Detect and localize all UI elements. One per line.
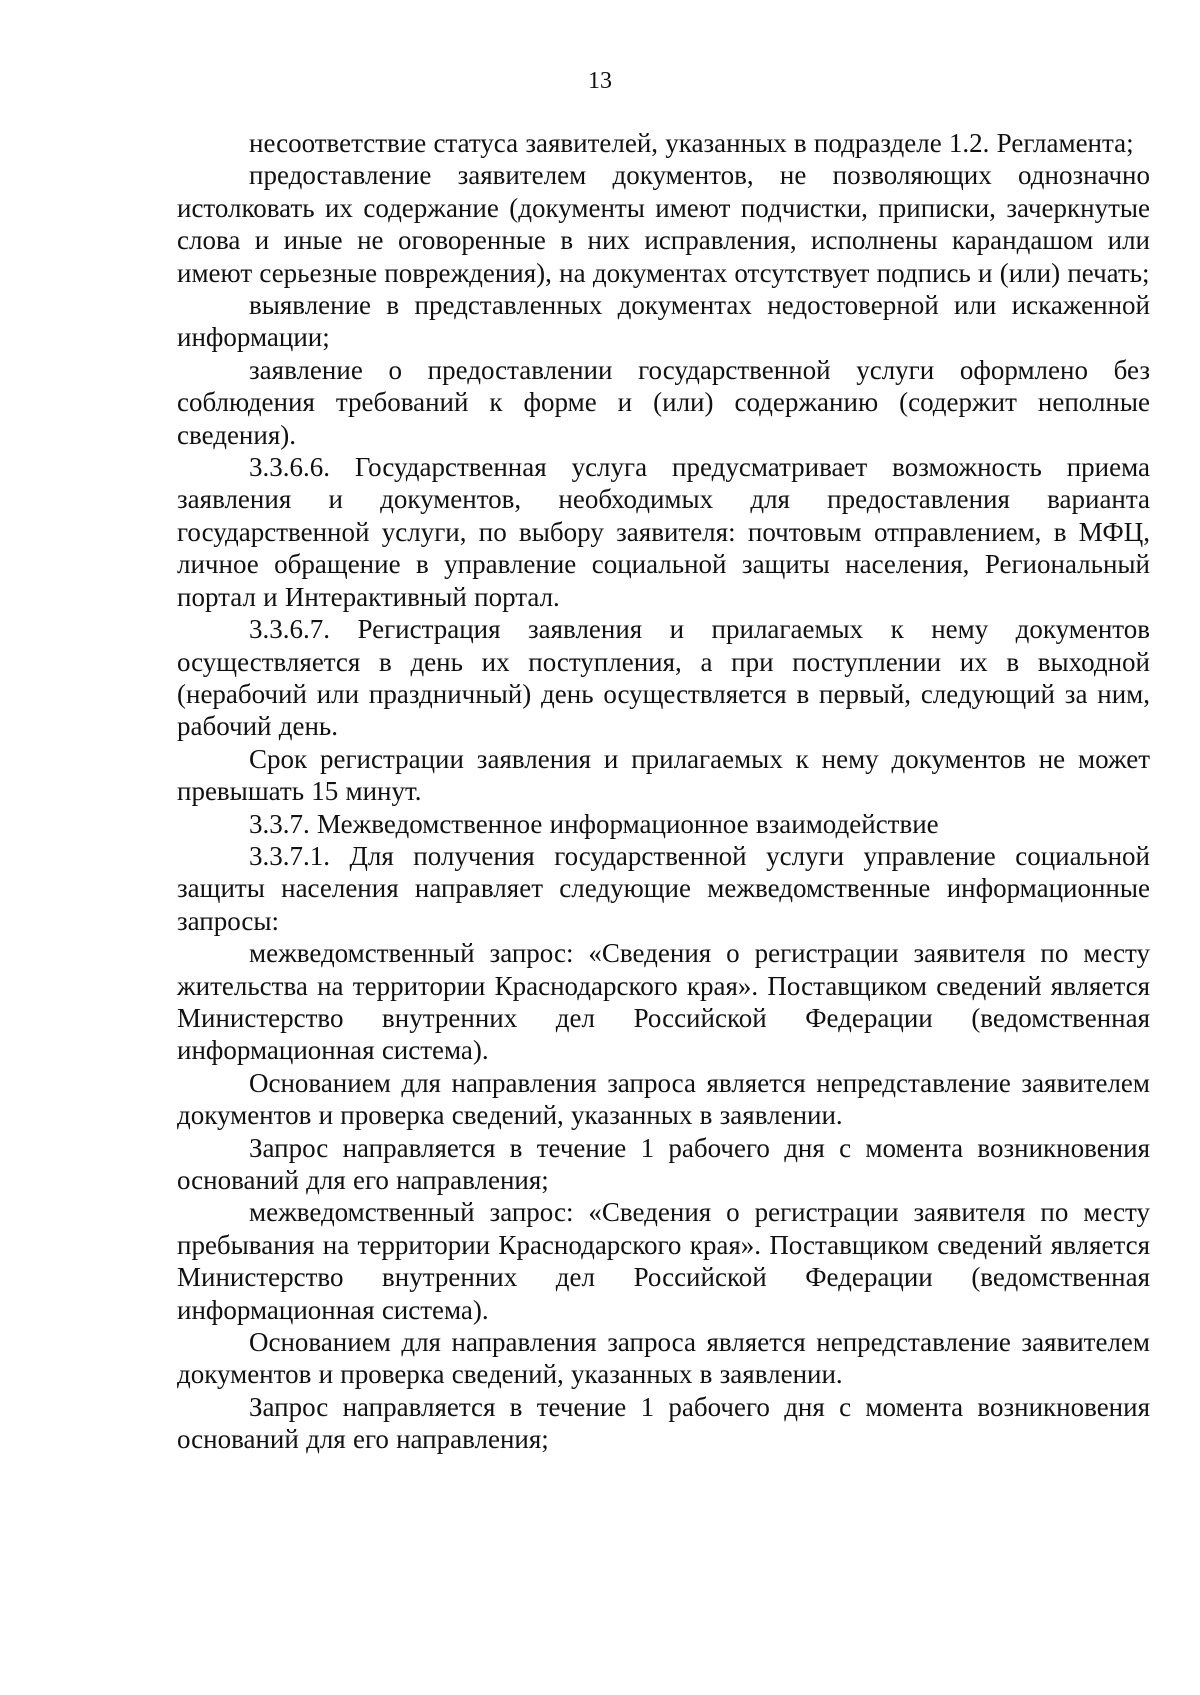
paragraph: несоответствие статуса заявителей, указанных в подразделе 1.2. Регламента; [249, 128, 1134, 158]
paragraph: 3.3.6.7. Регистрация заявления и прилагаемых к нему документов осуществляется в день их поступления, а при поступлении их в выходной (нерабочий или праздничный) день осуществляется в первый, следующий за ним, рабочий день. [177, 614, 1150, 742]
section-heading: 3.3.7. Межведомственное информационное взаимодействие [249, 808, 939, 839]
paragraph: межведомственный запрос: «Сведения о регистрации заявителя по месту пребывания на территории Краснодарского края». Поставщиком сведений является Министерство внутренних дел Российской Федерации (ведомственная информационная система). [177, 1197, 1150, 1325]
paragraph: предоставление заявителем документов, не позволяющих однозначно истолковать их содержание (документы имеют подчистки, приписки, зачеркнутые слова и иные не оговоренные в них исправления, исполнены карандашом или имеют серьезные повреждения), на документах отсутствует подпись и (или) печать; [177, 160, 1150, 288]
paragraph: Основанием для направления запроса является непредставление заявителем документов и проверка сведений, указанных в заявлении. [177, 1067, 1150, 1131]
paragraph: межведомственный запрос: «Сведения о регистрации заявителя по месту жительства на территории Краснодарского края». Поставщиком сведений является Министерство внутренних дел Российской Федерации (ведомственная информационная система). [177, 938, 1150, 1066]
paragraph: Запрос направляется в течение 1 рабочего дня с момента возникновения оснований для его направления; [177, 1391, 1150, 1455]
paragraph: 3.3.6.6. Государственная услуга предусматривает возможность приема заявления и документов, необходимых для предоставления варианта государственной услуги, по выбору заявителя: почтовым отправлением, в МФЦ, личное обращение в управление социальной защиты населения, Региональный портал и Интерактивный портал. [177, 452, 1150, 612]
paragraph: выявление в представленных документах недостоверной или искаженной информации; [177, 290, 1150, 353]
paragraph: заявление о предоставлении государственной услуги оформлено без соблюдения требований к форме и (или) содержанию (содержит неполные сведения). [177, 354, 1150, 450]
document-body [177, 127, 1150, 1456]
paragraph: Срок регистрации заявления и прилагаемых к нему документов не может превышать 15 минут. [177, 743, 1150, 807]
paragraph: Запрос направляется в течение 1 рабочего дня с момента возникновения оснований для его направления; [177, 1132, 1150, 1195]
paragraph: 3.3.7.1. Для получения государственной услуги управление социальной защиты населения направляет следующие межведомственные информационные запросы: [177, 840, 1150, 936]
page-number: 13 [588, 68, 612, 94]
paragraph: Основанием для направления запроса является непредставление заявителем документов и проверка сведений, указанных в заявлении. [177, 1327, 1150, 1390]
